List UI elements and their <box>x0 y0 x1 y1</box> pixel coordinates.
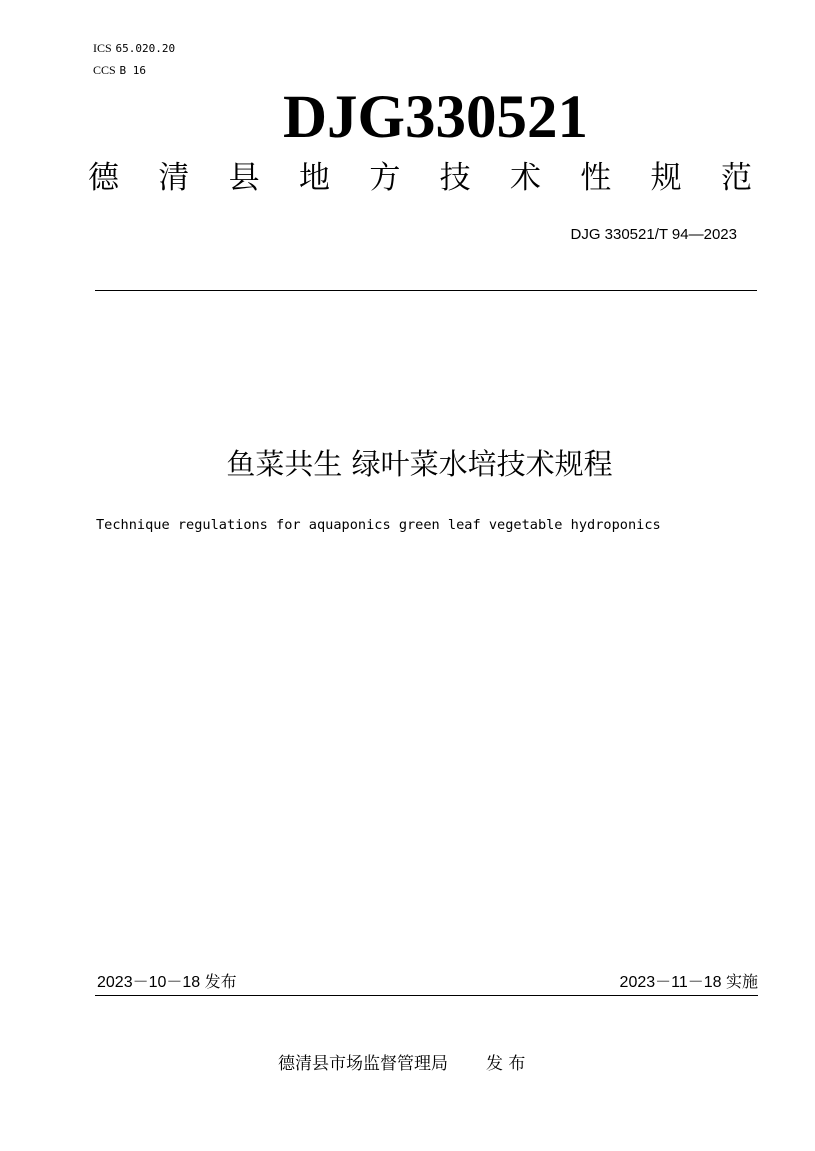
ccs-label: CCS <box>93 63 116 77</box>
ics-label: ICS <box>93 41 112 55</box>
standard-type-char: 清 <box>158 160 190 196</box>
standard-code-title: DJG330521 <box>283 84 588 151</box>
standard-type-char: 方 <box>369 160 401 196</box>
standard-type-char: 术 <box>509 160 541 196</box>
ccs-classification <box>93 63 146 78</box>
publisher-line <box>278 1052 525 1076</box>
document-title-chinese: 鱼菜共生 绿叶菜水培技术规程 <box>226 447 613 481</box>
top-divider <box>95 290 757 291</box>
ics-classification <box>93 41 175 56</box>
publisher-action: 发 布 <box>486 1054 526 1074</box>
bottom-divider <box>95 995 758 996</box>
ccs-value: B 16 <box>119 64 147 77</box>
standard-number: DJG 330521/T 94—2023 <box>570 226 737 243</box>
implementation-date: 2023－11－18 实施 <box>619 974 758 991</box>
standard-type-char: 规 <box>650 160 682 196</box>
standard-type-char: 技 <box>439 160 471 196</box>
standard-type-char: 县 <box>228 160 260 196</box>
issue-date: 2023－10－18 发布 <box>97 974 237 991</box>
standard-type-char: 德 <box>88 160 119 196</box>
publisher-name: 德清县市场监督管理局 <box>278 1054 448 1074</box>
standard-type-char: 地 <box>298 160 330 196</box>
standard-type-char: 范 <box>720 160 752 196</box>
standard-type-char: 性 <box>580 160 612 196</box>
document-title-english: Technique regulations for aquaponics green leaf vegetable hydroponics <box>96 517 661 533</box>
standard-type-heading <box>88 158 752 198</box>
ics-value: 65.020.20 <box>115 42 176 55</box>
